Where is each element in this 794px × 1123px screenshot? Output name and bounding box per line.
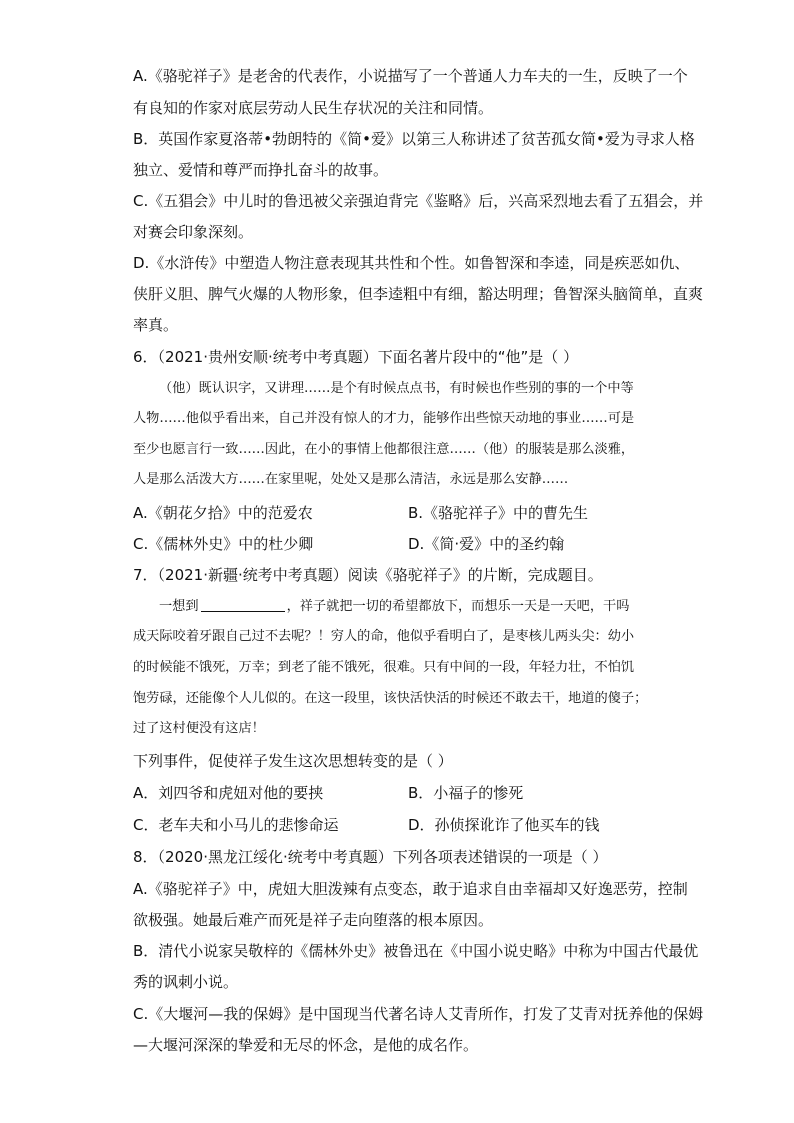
q5-option-c-line-2: 对赛会印象深刻。 <box>133 223 254 241</box>
q8-option-a-line-2: 欲极强。她最后难产而死是祥子走向堕落的根本原因。 <box>133 911 494 929</box>
q8-option-c-line-1[interactable]: C.《大堰河—我的保姆》是中国现当代著名诗人艾青所作，打发了艾青对抚养他的保姆 <box>133 1005 704 1023</box>
q5-option-d-line-1: D.《水浒传》中塑造人物注意表现其共性和个性。如鲁智深和李逵，同是疾恶如仇、 <box>133 254 690 272</box>
q6-passage-line-2: 人物……他似乎看出来，自己并没有惊人的才力，能够作出些惊天动地的事业……可是 <box>133 411 635 426</box>
q7-passage-line-5: 过了这村便没有这店！ <box>133 721 265 736</box>
q5-option-a-line-2: 有良知的作家对底层劳动人民生存状况的关注和同情。 <box>133 99 494 117</box>
q6-passage-line-4: 人是那么活泼大方……在家里呢，处处又是那么清洁，永远是那么安静…… <box>133 472 569 487</box>
q7-question: 下列事件，促使祥子发生这次思想转变的是（ ） <box>133 752 453 770</box>
fill-in-blank[interactable] <box>201 597 285 612</box>
q7-option-b[interactable]: B．小福子的惨死 <box>408 784 524 802</box>
q5-option-d-line-3: 率真。 <box>133 316 179 334</box>
q7-passage-line-3: 的时候能不饿死，万幸；到老了能不饿死，很难。只有中间的一段，年轻力壮，不怕饥 <box>133 660 635 675</box>
q7-stem: 7．（2021·新疆·统考中考真题）阅读《骆驼祥子》的片断，完成题目。 <box>133 566 603 584</box>
q7-option-c[interactable]: C．老车夫和小马儿的悲惨命运 <box>133 816 339 834</box>
q8-option-b-line-1[interactable]: B．清代小说家吴敬梓的《儒林外史》被鲁迅在《中国小说史略》中称为中国古代最优 <box>133 942 699 960</box>
q7-passage-lead: 一想到 <box>159 599 199 614</box>
q6-option-b[interactable]: B.《骆驼祥子》中的曹先生 <box>408 504 589 522</box>
q6-passage-line-1: （他）既认识字，又讲理……是个有时候点点书，有时候也作些别的事的一个中等 <box>159 381 634 396</box>
q7-option-a[interactable]: A．刘四爷和虎妞对他的要挟 <box>133 784 324 802</box>
q6-option-d[interactable]: D.《简·爱》中的圣约翰 <box>408 535 565 553</box>
q8-stem: 8．（2020·黑龙江绥化·统考中考真题）下列各项表述错误的一项是（ ） <box>133 848 608 866</box>
q6-options-row-2 <box>133 533 673 555</box>
q5-option-d-line-2: 侠肝义胆、脾气火爆的人物形象，但李逵粗中有细，豁达明理；鲁智深头脑简单，直爽 <box>133 285 704 303</box>
q6-options-row-1 <box>133 502 673 524</box>
q7-option-d[interactable]: D．孙侦探讹诈了他买车的钱 <box>408 816 600 834</box>
q6-stem: 6．（2021·贵州安顺·统考中考真题）下面名著片段中的“他”是（ ） <box>133 348 579 366</box>
q5-option-a-line-1: A.《骆驼祥子》是老舍的代表作，小说描写了一个普通人力车夫的一生，反映了一个 <box>133 67 688 85</box>
q7-passage-line-1 <box>133 596 701 618</box>
q7-passage-line-4: 饱劳碌，还能像个人儿似的。在这一段里，该快活快活的时候还不敢去干，地道的傻子； <box>133 691 648 706</box>
q6-option-c[interactable]: C.《儒林外史》中的杜少卿 <box>133 535 314 553</box>
q5-option-b-line-1: B．英国作家夏洛蒂•勃朗特的《简•爱》以第三人称讲述了贫苦孤女简•爱为寻求人格 <box>133 130 695 148</box>
q6-passage-line-3: 至少也愿言行一致……因此，在小的事情上他都很注意……（他）的服装是那么淡雅， <box>133 442 635 457</box>
q7-passage-line-2: 成天际咬着牙跟自己过不去呢？！穷人的命，他似乎看明白了，是枣核儿两头尖：幼小 <box>133 629 635 644</box>
q8-option-c-line-2: —大堰河深深的挚爱和无尽的怀念，是他的成名作。 <box>133 1036 479 1054</box>
q7-options-row-1 <box>133 782 673 804</box>
q8-option-b-line-2: 秀的讽刺小说。 <box>133 973 239 991</box>
q8-option-a-line-1[interactable]: A.《骆驼祥子》中，虎妞大胆泼辣有点变态，敢于追求自由幸福却又好逸恶劳，控制 <box>133 880 688 898</box>
q6-option-a[interactable]: A.《朝花夕拾》中的范爱农 <box>133 504 313 522</box>
q7-passage-rest: ，祥子就把一切的希望都放下，而想乐一天是一天吧，干吗 <box>286 599 630 614</box>
q5-option-b-line-2: 独立、爱情和尊严而挣扎奋斗的故事。 <box>133 161 389 179</box>
q7-options-row-2 <box>133 814 673 836</box>
q5-option-c-line-1: C.《五猖会》中儿时的鲁迅被父亲强迫背完《鉴略》后，兴高采烈地去看了五猖会，并 <box>133 192 704 210</box>
